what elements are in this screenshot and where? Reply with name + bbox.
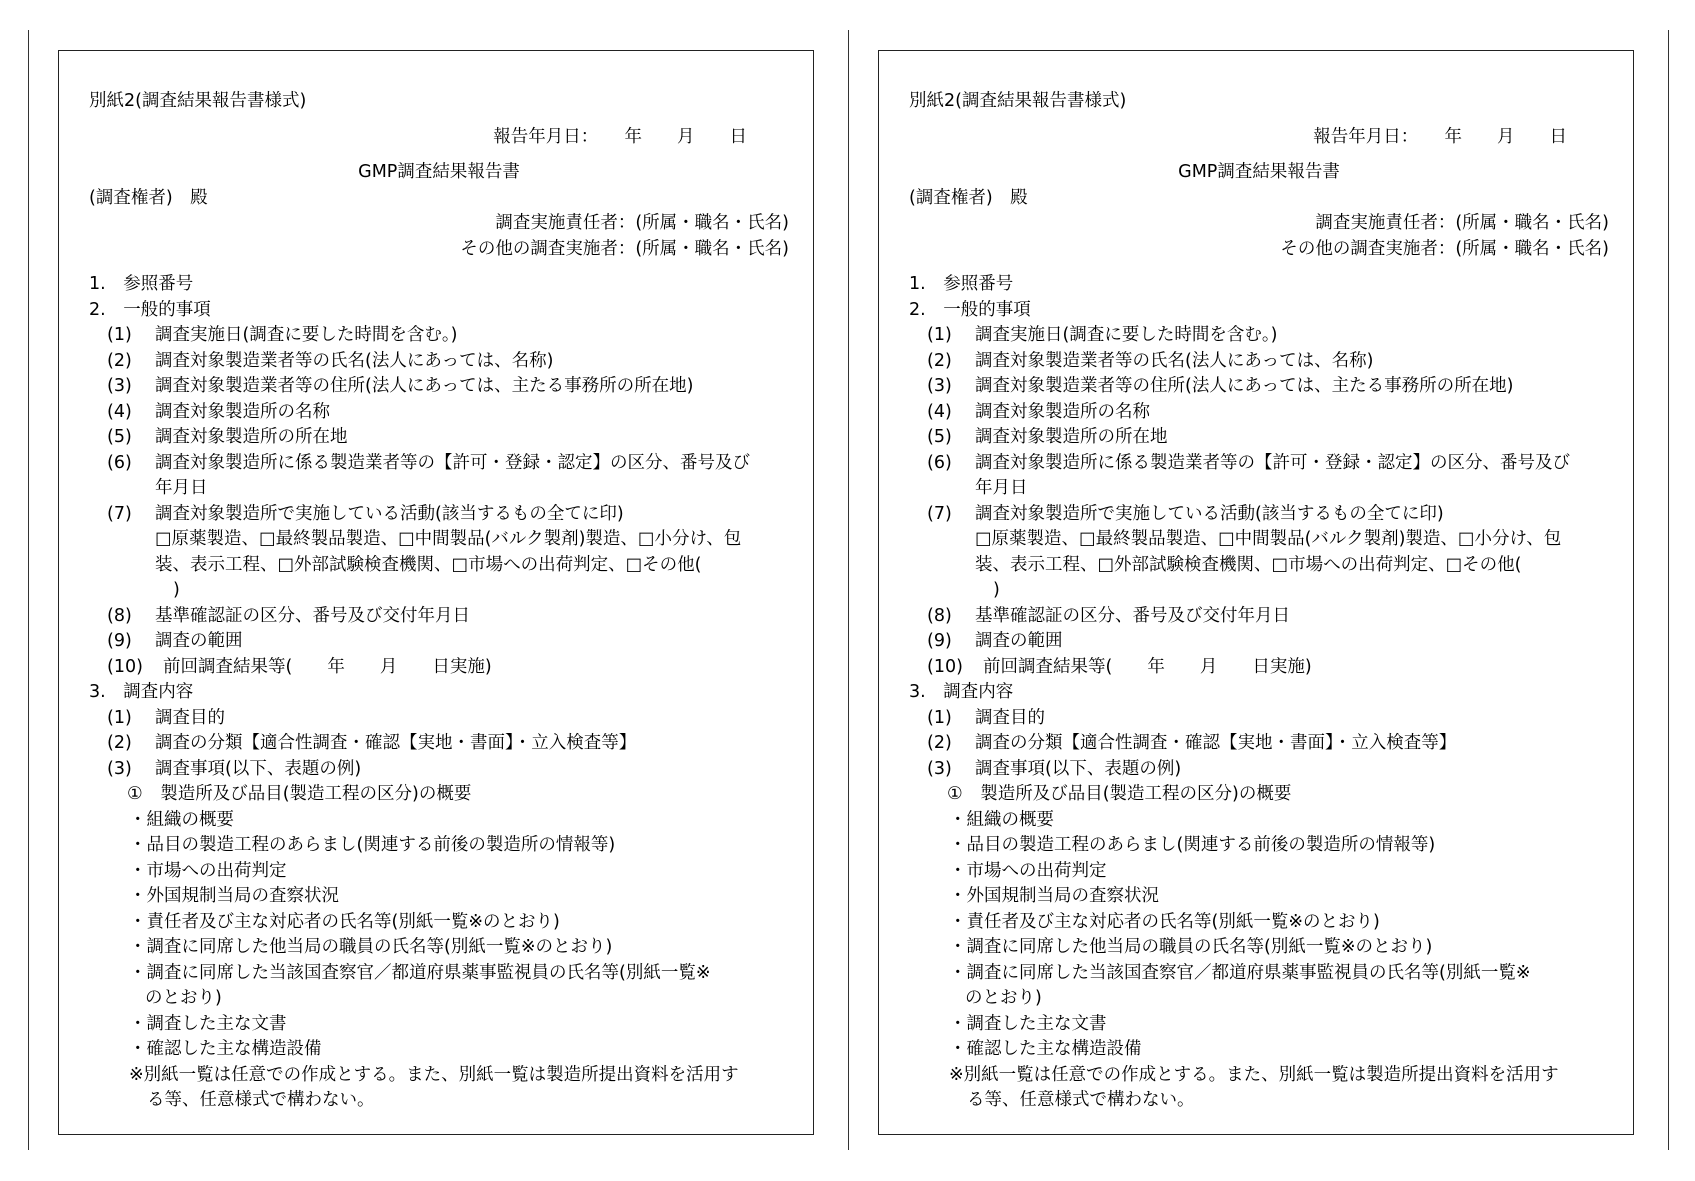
report-date: 報告年月日： 年 月 日	[1313, 126, 1567, 147]
item-text: 調査対象製造所の名称	[155, 401, 330, 422]
item-number: (3)	[927, 376, 952, 396]
section-2-item	[89, 425, 789, 451]
center-divider-rule	[848, 30, 849, 1150]
section-2-item	[909, 629, 1609, 655]
item-number: (2)	[107, 350, 132, 371]
bullet-item: ・市場への出荷判定	[129, 860, 287, 881]
item-text: 調査対象製造業者等の住所(法人にあっては、主たる事務所の所在地)	[155, 376, 694, 396]
item-text: 調査対象製造業者等の住所(法人にあっては、主たる事務所の所在地)	[975, 376, 1514, 396]
report-title: GMP調査結果報告書	[1178, 162, 1340, 182]
bullet-item: ・責任者及び主な対応者の氏名等(別紙一覧※のとおり)	[129, 911, 560, 932]
report-title: GMP調査結果報告書	[358, 162, 520, 182]
section-2-item	[89, 604, 789, 630]
responsible-investigator: 調査実施責任者：(所属・職名・氏名)	[1315, 213, 1609, 233]
item-number: (2)	[927, 350, 952, 371]
item-text: 調査対象製造所で実施している活動(該当するもの全てに印)	[975, 503, 1444, 524]
item-6-continuation: 年月日	[155, 478, 208, 498]
section-2-item	[89, 323, 789, 349]
footnote-line-1: ※別紙一覧は任意での作成とする。また、別紙一覧は製造所提出資料を活用す	[949, 1064, 1559, 1085]
item-number: (6)	[107, 452, 132, 473]
item-number: (5)	[107, 427, 132, 447]
item-text: 調査対象製造所に係る製造業者等の【許可・登録・認定】の区分、番号及び	[975, 452, 1570, 473]
item-number: (5)	[927, 427, 952, 447]
report-date: 報告年月日： 年 月 日	[493, 126, 747, 147]
item-text: 調査対象製造所で実施している活動(該当するもの全てに印)	[155, 503, 624, 524]
section-2-heading: 2. 一般的事項	[909, 299, 1031, 320]
bullet-item: ・調査に同席した当該国査察官／都道府県薬事監視員の氏名等(別紙一覧※	[949, 962, 1531, 983]
item-text: 前回調査結果等( 年 月 日実施)	[983, 656, 1312, 677]
bullet-item: ・外国規制当局の査察状況	[949, 886, 1159, 906]
item-number: (1)	[107, 325, 132, 345]
item-text: 調査対象製造所の所在地	[975, 427, 1168, 447]
item-text: 調査実施日(調査に要した時間を含む。)	[975, 325, 1278, 345]
document-page-left	[58, 50, 814, 1135]
item-number: (3)	[107, 376, 132, 396]
section-2-item	[909, 425, 1609, 451]
section-2-item	[909, 349, 1609, 375]
section-2-item	[89, 629, 789, 655]
activity-checkboxes-line-1: □原薬製造、□最終製品製造、□中間製品(バルク製剤)製造、□小分け、包	[975, 529, 1562, 549]
annex-label: 別紙2(調査結果報告書様式)	[909, 91, 1127, 111]
left-margin-rule	[28, 30, 29, 1150]
bullet-item: ・外国規制当局の査察状況	[129, 886, 339, 906]
section-3-heading: 3. 調査内容	[89, 682, 194, 702]
footnote-line-2: る等、任意様式で構わない。	[967, 1090, 1195, 1110]
section-3-item	[89, 757, 789, 783]
item-text: 調査の分類【適合性調査・確認【実地・書面】・立入検査等】	[155, 733, 637, 753]
section-2-item	[909, 400, 1609, 426]
section-2-item	[909, 451, 1609, 477]
item-text: 調査の分類【適合性調査・確認【実地・書面】・立入検査等】	[975, 733, 1457, 753]
section-1-heading: 1. 参照番号	[89, 274, 194, 294]
section-1-heading: 1. 参照番号	[909, 274, 1014, 294]
item-number: (9)	[927, 631, 952, 651]
bullet-item: ・品目の製造工程のあらまし(関連する前後の製造所の情報等)	[949, 835, 1436, 855]
footnote-line-2: る等、任意様式で構わない。	[147, 1090, 375, 1110]
addressee: (調査権者) 殿	[909, 187, 1028, 208]
section-2-item	[89, 655, 789, 681]
section-2-item	[89, 502, 789, 528]
item-number: (8)	[927, 605, 952, 626]
right-margin-rule	[1668, 30, 1669, 1150]
item-6-continuation: 年月日	[975, 478, 1028, 498]
item-text: 調査対象製造所の所在地	[155, 427, 348, 447]
other-investigators: その他の調査実施者：(所属・職名・氏名)	[1280, 238, 1609, 259]
section-2-item	[89, 451, 789, 477]
section-2-heading: 2. 一般的事項	[89, 299, 211, 320]
item-text: 調査目的	[155, 707, 225, 728]
section-3-item	[909, 757, 1609, 783]
item-text: 調査対象製造業者等の氏名(法人にあっては、名称)	[975, 350, 1374, 371]
section-3-item	[89, 706, 789, 732]
item-number: (7)	[107, 503, 132, 524]
item-text: 調査事項(以下、表題の例)	[155, 758, 362, 779]
activity-checkboxes-line-2: 装、表示工程、□外部試験検査機関、□市場への出荷判定、□その他(	[155, 554, 702, 575]
section-2-item	[89, 400, 789, 426]
section-2-item	[909, 502, 1609, 528]
subsection-1-heading: ① 製造所及び品目(製造工程の区分)の概要	[127, 784, 472, 804]
item-text: 基準確認証の区分、番号及び交付年月日	[975, 605, 1290, 626]
responsible-investigator: 調査実施責任者：(所属・職名・氏名)	[495, 213, 789, 233]
bullet-item: ・確認した主な構造設備	[949, 1039, 1142, 1059]
item-number: (1)	[927, 707, 952, 728]
item-number: (8)	[107, 605, 132, 626]
item-number: (9)	[107, 631, 132, 651]
annex-label: 別紙2(調査結果報告書様式)	[89, 91, 307, 111]
item-number: (1)	[107, 707, 132, 728]
bullet-item: ・責任者及び主な対応者の氏名等(別紙一覧※のとおり)	[949, 911, 1380, 932]
section-3-item	[89, 731, 789, 757]
item-text: 基準確認証の区分、番号及び交付年月日	[155, 605, 470, 626]
bullet-item: ・確認した主な構造設備	[129, 1039, 322, 1059]
section-2-item	[909, 655, 1609, 681]
section-3-item	[909, 731, 1609, 757]
section-2-item	[909, 604, 1609, 630]
item-text: 調査対象製造所に係る製造業者等の【許可・登録・認定】の区分、番号及び	[155, 452, 750, 473]
document-page-right	[878, 50, 1634, 1135]
item-number: (7)	[927, 503, 952, 524]
section-3-heading: 3. 調査内容	[909, 682, 1014, 702]
page-content	[909, 89, 1609, 1114]
bullet-item: ・調査に同席した他当局の職員の氏名等(別紙一覧※のとおり)	[129, 937, 613, 957]
bullet-item: ・調査した主な文書	[949, 1013, 1107, 1034]
item-number: (6)	[927, 452, 952, 473]
activity-checkboxes-line-1: □原薬製造、□最終製品製造、□中間製品(バルク製剤)製造、□小分け、包	[155, 529, 742, 549]
item-text: 前回調査結果等( 年 月 日実施)	[163, 656, 492, 677]
item-text: 調査の範囲	[975, 631, 1063, 651]
item-text: 調査対象製造業者等の氏名(法人にあっては、名称)	[155, 350, 554, 371]
item-text: 調査対象製造所の名称	[975, 401, 1150, 422]
activity-checkboxes-line-2: 装、表示工程、□外部試験検査機関、□市場への出荷判定、□その他(	[975, 554, 1522, 575]
section-2-item	[909, 323, 1609, 349]
item-number: (2)	[107, 733, 132, 753]
bullet-item: ・調査に同席した他当局の職員の氏名等(別紙一覧※のとおり)	[949, 937, 1433, 957]
section-2-item	[89, 374, 789, 400]
bullet-item: ・調査した主な文書	[129, 1013, 287, 1034]
section-2-item	[89, 349, 789, 375]
item-number: (3)	[107, 758, 132, 779]
activity-checkboxes-line-3: )	[173, 580, 180, 600]
item-text: 調査事項(以下、表題の例)	[975, 758, 1182, 779]
item-number: (1)	[927, 325, 952, 345]
item-text: 調査実施日(調査に要した時間を含む。)	[155, 325, 458, 345]
section-2-item	[909, 374, 1609, 400]
item-number: (2)	[927, 733, 952, 753]
bullet-item: ・組織の概要	[129, 809, 234, 830]
item-number: (4)	[107, 401, 132, 422]
other-investigators: その他の調査実施者：(所属・職名・氏名)	[460, 238, 789, 259]
bullet-item: ・市場への出荷判定	[949, 860, 1107, 881]
item-number: (4)	[927, 401, 952, 422]
subsection-1-heading: ① 製造所及び品目(製造工程の区分)の概要	[947, 784, 1292, 804]
section-3-item	[909, 706, 1609, 732]
item-text: 調査の範囲	[155, 631, 243, 651]
item-number: (10)	[107, 656, 143, 677]
bullet-continuation: のとおり)	[145, 988, 222, 1008]
item-number: (3)	[927, 758, 952, 779]
item-text: 調査目的	[975, 707, 1045, 728]
addressee: (調査権者) 殿	[89, 187, 208, 208]
bullet-item: ・品目の製造工程のあらまし(関連する前後の製造所の情報等)	[129, 835, 616, 855]
bullet-item: ・調査に同席した当該国査察官／都道府県薬事監視員の氏名等(別紙一覧※	[129, 962, 711, 983]
bullet-item: ・組織の概要	[949, 809, 1054, 830]
footnote-line-1: ※別紙一覧は任意での作成とする。また、別紙一覧は製造所提出資料を活用す	[129, 1064, 739, 1085]
page-content	[89, 89, 789, 1114]
activity-checkboxes-line-3: )	[993, 580, 1000, 600]
item-number: (10)	[927, 656, 963, 677]
bullet-continuation: のとおり)	[965, 988, 1042, 1008]
